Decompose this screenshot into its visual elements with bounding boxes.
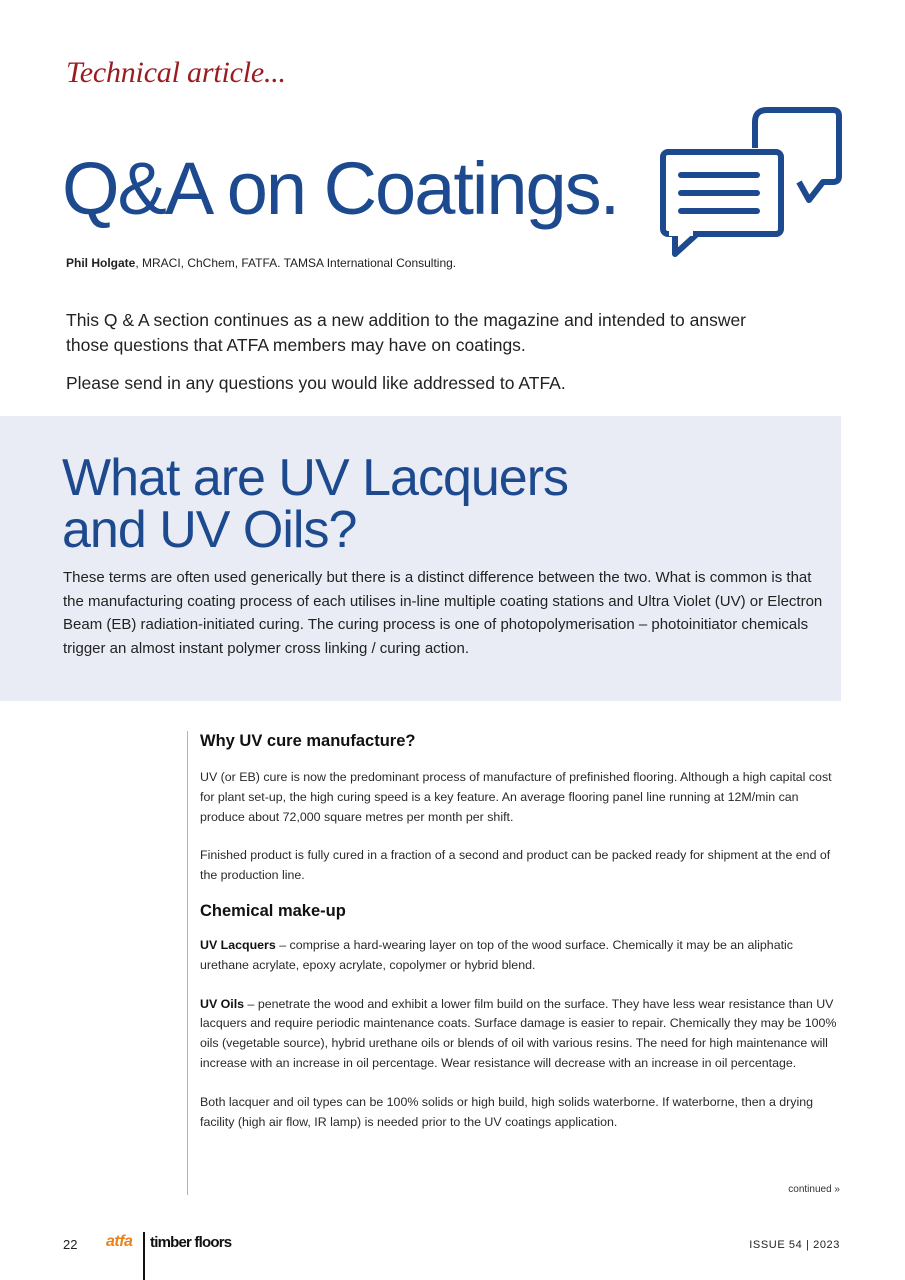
feature-title-line2: and UV Oils? — [62, 501, 357, 559]
byline — [66, 256, 456, 270]
author-credentials: , MRACI, ChChem, FATFA. TAMSA International Consulting. — [135, 256, 457, 270]
page-title: Q&A on Coatings. — [62, 147, 619, 230]
atfa-logo: atfa — [106, 1233, 133, 1250]
paragraph-uv-cure: UV (or EB) cure is now the predominant process of manufacture of prefinished flooring. Although a high capital cost for plant set-up, the high curing speed is a key feature. An average flooring panel line running at 12M/min can produce about 72,000 square metres per month per shift. — [200, 770, 832, 824]
intro-call-to-action: Please send in any questions you would like addressed to ATFA. — [66, 373, 566, 393]
feature-title-line1: What are UV Lacquers — [62, 449, 569, 507]
intro-paragraph: This Q & A section continues as a new addition to the magazine and intended to answer those questions that ATFA members may have on coatings. — [66, 310, 747, 355]
chat-bubbles-icon — [655, 100, 845, 260]
term-uv-lacquers: UV Lacquers — [200, 937, 276, 952]
uv-oils-text: – penetrate the wood and exhibit a lower film build on the surface. They have less wear resistance than UV lacquers and require periodic maintenance coats. Surface damage is easier to repair. Chemically they may be 100% oils (vegetable source), hybrid urethane oils or blends of oil with various resins. The need for high maintenance will increase with an increase in oil percentage. Wear resistance will decrease with an increase in oil percentage. — [200, 996, 837, 1070]
author-name: Phil Holgate — [66, 256, 136, 270]
paragraph-uv-lacquers — [200, 936, 840, 976]
section-heading-chemical: Chemical make-up — [200, 901, 346, 920]
column-divider — [187, 731, 188, 1195]
continued-link[interactable]: continued » — [788, 1184, 840, 1195]
paragraph-closing: Both lacquer and oil types can be 100% solids or high build, high solids waterborne. If waterborne, then a drying facility (high air flow, IR lamp) is needed prior to the UV coatings application. — [200, 1094, 814, 1129]
feature-body: These terms are often used generically but there is a distinct difference between the two. What is common is that the manufacturing coating process of each utilises in-line multiple coating stations and Ultra Violet (UV) or Electron Beam (EB) radiation-initiated curing. The curing process is one of photopolymerisation – photoinitiator chemicals trigger an almost instant polymer cross linking / curing action. — [63, 569, 823, 657]
article-column — [200, 726, 840, 1132]
page-number: 22 — [63, 1237, 78, 1252]
footer-divider — [143, 1232, 145, 1280]
article-kicker: Technical article... — [66, 56, 286, 89]
paragraph-finished-product: Finished product is fully cured in a fraction of a second and product can be packed ready for shipment at the end of the production line. — [200, 848, 831, 883]
section-heading-why-uv: Why UV cure manufacture? — [200, 732, 416, 750]
paragraph-uv-oils — [200, 995, 840, 1074]
timber-floors-logo: timber floors — [150, 1234, 232, 1251]
uv-lacquers-text: – comprise a hard-wearing layer on top of the wood surface. Chemically it may be an aliphatic urethane acrylate, epoxy acrylate, copolymer or hybrid blend. — [200, 937, 793, 972]
term-uv-oils: UV Oils — [200, 996, 245, 1011]
issue-label: ISSUE 54 | 2023 — [749, 1239, 840, 1251]
feature-title — [62, 449, 762, 559]
